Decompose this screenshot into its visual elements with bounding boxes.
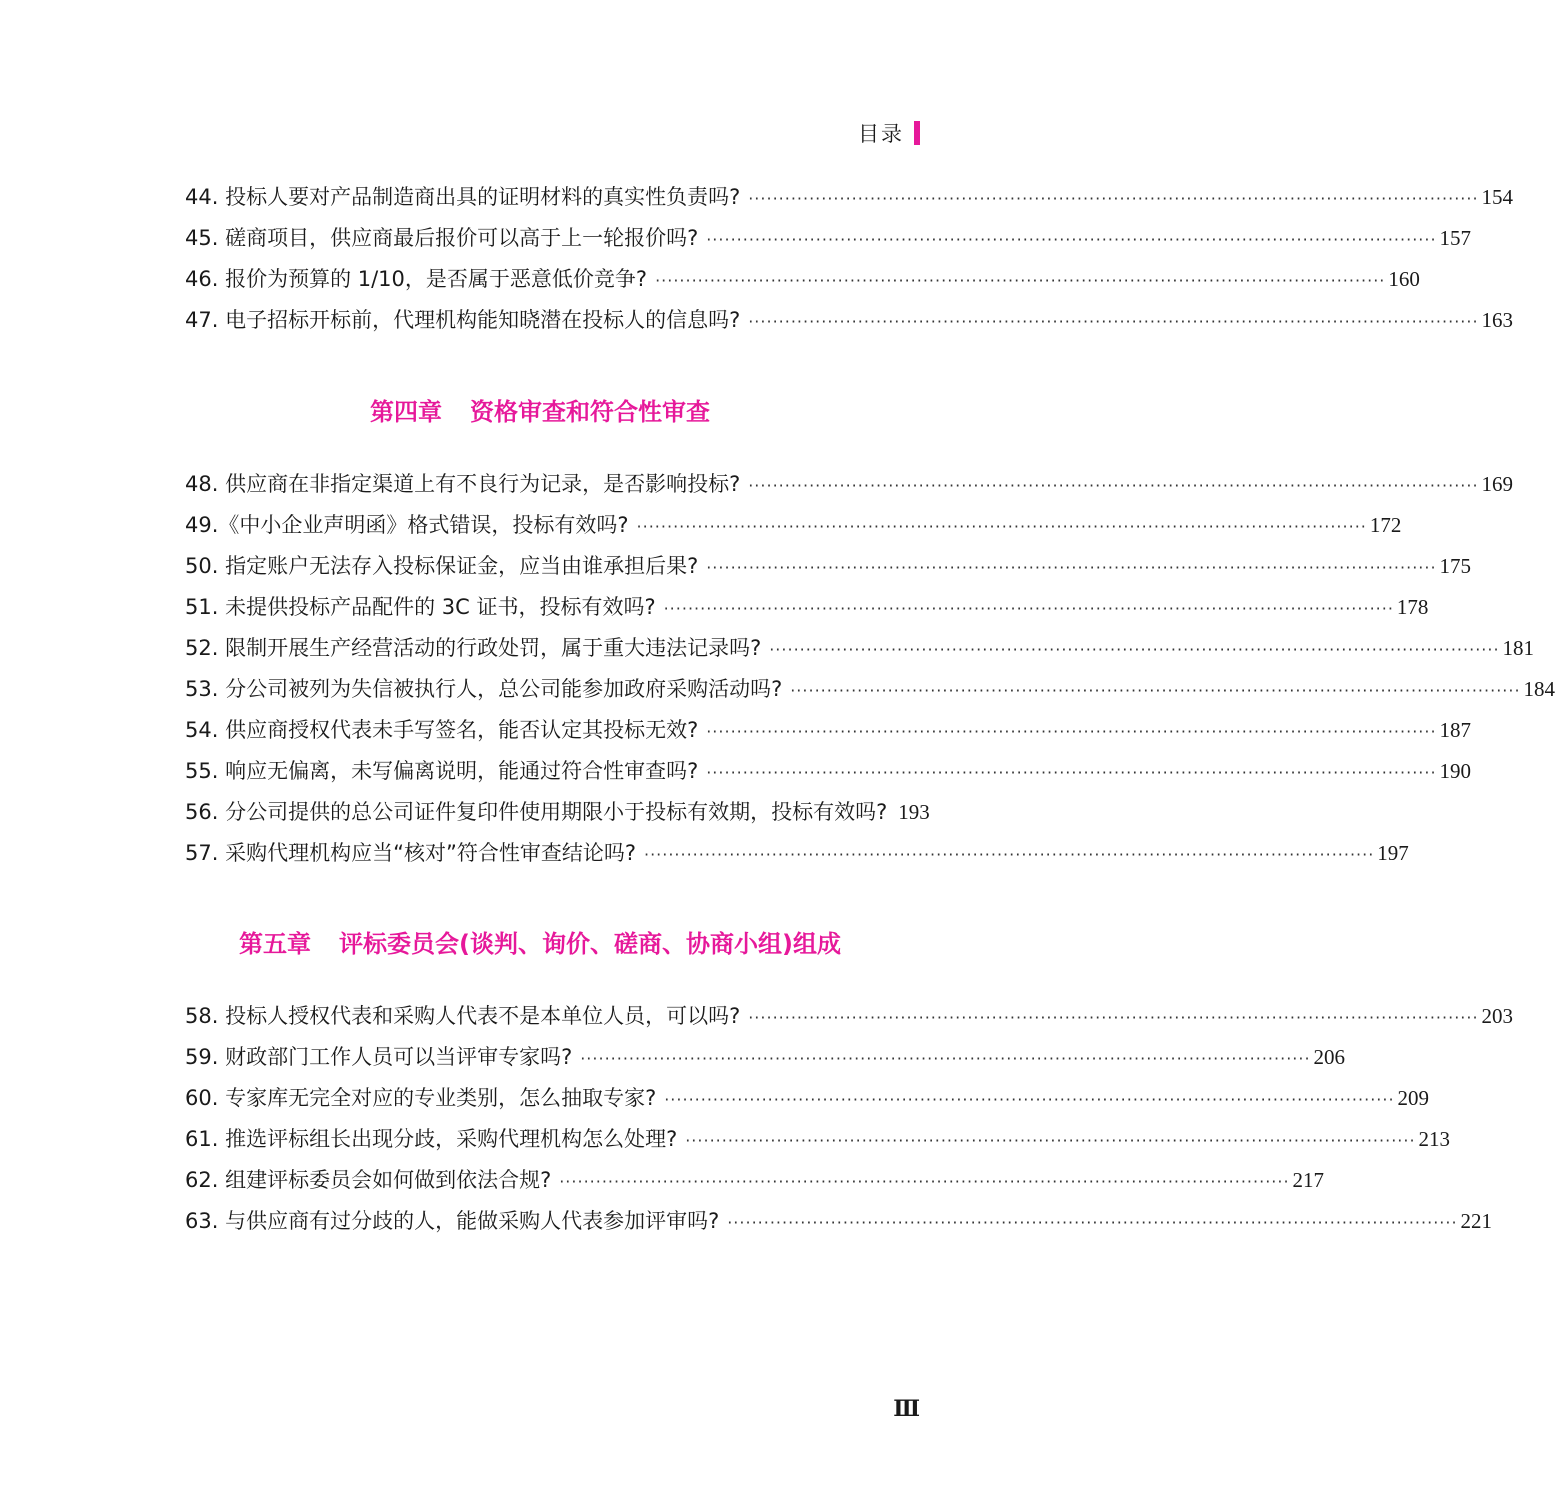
toc-entry-title: 58. 投标人授权代表和采购人代表不是本单位人员，可以吗?: [185, 1004, 741, 1028]
toc-entry[interactable]: [185, 550, 1472, 591]
chapter-title: 资格审查和符合性审查: [470, 398, 710, 426]
toc-entry-page: 213: [1418, 1127, 1451, 1151]
running-head-text: 目录: [858, 122, 904, 146]
toc-entry-title: 48. 供应商在非指定渠道上有不良行为记录，是否影响投标?: [185, 472, 741, 496]
dot-leader: ························································································································: [664, 1090, 1395, 1109]
toc-entry[interactable]: [185, 181, 1514, 222]
dot-leader: ························································································································: [748, 1008, 1479, 1027]
chapter-number: 第四章: [370, 398, 442, 426]
toc-entry-page: 184: [1523, 677, 1555, 701]
toc-entry-title: 54. 供应商授权代表未手写签名，能否认定其投标无效?: [185, 718, 699, 742]
toc-entry[interactable]: [185, 1041, 1346, 1082]
toc-entry-title: 61. 推选评标组长出现分歧，采购代理机构怎么处理?: [185, 1127, 678, 1151]
dot-leader: ························································································································: [748, 189, 1479, 208]
dot-leader: ························································································································: [706, 722, 1437, 741]
toc-group-1: [185, 181, 1514, 345]
toc-entry[interactable]: [185, 837, 1409, 878]
dot-leader: ························································································································: [643, 845, 1375, 864]
running-head: [858, 118, 920, 148]
page-number: Ⅲ: [893, 1396, 920, 1421]
toc-entry-title: 44. 投标人要对产品制造商出具的证明材料的真实性负责吗?: [185, 185, 741, 209]
toc-entry[interactable]: [185, 632, 1535, 673]
toc-entry[interactable]: [185, 591, 1429, 632]
dot-leader: ························································································································: [706, 763, 1437, 782]
toc-entry[interactable]: [185, 1205, 1493, 1246]
dot-leader: ························································································································: [769, 640, 1500, 659]
toc-entry-title: 51. 未提供投标产品配件的 3C 证书，投标有效吗?: [185, 595, 656, 619]
toc-entry-page: 154: [1481, 185, 1514, 209]
toc-entry[interactable]: [185, 304, 1514, 345]
chapter-number: 第五章: [239, 930, 312, 958]
toc-entry[interactable]: [185, 714, 1472, 755]
toc-entry[interactable]: [185, 1082, 1430, 1123]
toc-entry-title: 63. 与供应商有过分歧的人，能做采购人代表参加评审吗?: [185, 1209, 720, 1233]
toc-entry-page: 217: [1292, 1168, 1325, 1192]
toc-entry-title: 60. 专家库无完全对应的专业类别，怎么抽取专家?: [185, 1086, 657, 1110]
toc-group-3: [185, 1000, 1514, 1246]
dot-leader: ························································································································: [636, 517, 1367, 536]
toc-entry[interactable]: [185, 1123, 1451, 1164]
toc-entry-page: 175: [1439, 554, 1472, 578]
toc-entry-title: 49.《中小企业声明函》格式错误，投标有效吗?: [185, 513, 629, 537]
dot-leader: ························································································································: [559, 1172, 1290, 1191]
toc-entry-title: 47. 电子招标开标前，代理机构能知晓潜在投标人的信息吗?: [185, 308, 741, 332]
toc-entry-page: 163: [1481, 308, 1514, 332]
toc-entry-title: 50. 指定账户无法存入投标保证金，应当由谁承担后果?: [185, 554, 699, 578]
dot-leader: ························································································································: [685, 1131, 1416, 1150]
toc-entry-page: 187: [1439, 718, 1472, 742]
dot-leader: ························································································································: [748, 312, 1479, 331]
toc-entry[interactable]: [185, 509, 1402, 550]
toc-entry-page: 178: [1396, 595, 1429, 619]
toc-entry[interactable]: [185, 755, 1472, 796]
toc-entry-title: 62. 组建评标委员会如何做到依法合规?: [185, 1168, 552, 1192]
chapter-heading-5: [0, 924, 1080, 959]
toc-entry-page: 206: [1313, 1045, 1346, 1069]
toc-group-2: [185, 468, 1555, 878]
toc-entry[interactable]: [185, 673, 1555, 714]
toc-entry-title: 46. 报价为预算的 1/10，是否属于恶意低价竞争?: [185, 267, 648, 291]
toc-entry-title: 53. 分公司被列为失信被执行人，总公司能参加政府采购活动吗?: [185, 677, 783, 701]
dot-leader: ························································································································: [663, 599, 1394, 618]
running-head-bar: [914, 121, 920, 145]
chapter-heading-4: [0, 392, 1080, 427]
toc-entry-page: 160: [1388, 267, 1420, 291]
toc-entry-page: 157: [1439, 226, 1472, 250]
toc-entry-page: 203: [1481, 1004, 1514, 1028]
dot-leader: ························································································································: [706, 230, 1437, 249]
toc-entry-page: 169: [1481, 472, 1514, 496]
toc-entry-title: 55. 响应无偏离，未写偏离说明，能通过符合性审查吗?: [185, 759, 699, 783]
toc-entry-page: 197: [1377, 841, 1409, 865]
toc-entry[interactable]: [185, 468, 1514, 509]
toc-entry-page: 221: [1460, 1209, 1493, 1233]
toc-entry[interactable]: [185, 263, 1420, 304]
dot-leader: ························································································································: [790, 681, 1521, 700]
toc-entry-page: 190: [1439, 759, 1472, 783]
toc-entry[interactable]: [185, 1000, 1514, 1041]
toc-entry-page: 193: [898, 800, 930, 824]
toc-entry[interactable]: [185, 1164, 1325, 1205]
toc-entry-title: 59. 财政部门工作人员可以当评审专家吗?: [185, 1045, 573, 1069]
toc-entry-page: 172: [1369, 513, 1402, 537]
toc-entry-page: 181: [1502, 636, 1535, 660]
toc-entry-page: 209: [1397, 1086, 1430, 1110]
dot-leader: ························································································································: [706, 558, 1437, 577]
toc-entry-title: 45. 磋商项目，供应商最后报价可以高于上一轮报价吗?: [185, 226, 699, 250]
dot-leader: ························································································································: [727, 1213, 1458, 1232]
dot-leader: ························································································································: [748, 476, 1479, 495]
chapter-title: 评标委员会(谈判、询价、磋商、协商小组)组成: [339, 930, 841, 958]
toc-entry-title: 57. 采购代理机构应当“核对”符合性审查结论吗?: [185, 841, 636, 865]
toc-entry-title: 56. 分公司提供的总公司证件复印件使用期限小于投标有效期，投标有效吗?: [185, 800, 888, 824]
toc-entry[interactable]: [185, 222, 1472, 263]
dot-leader: ························································································································: [580, 1049, 1311, 1068]
toc-entry[interactable]: [185, 796, 930, 837]
dot-leader: ························································································································: [655, 271, 1386, 290]
toc-entry-title: 52. 限制开展生产经营活动的行政处罚，属于重大违法记录吗?: [185, 636, 762, 660]
